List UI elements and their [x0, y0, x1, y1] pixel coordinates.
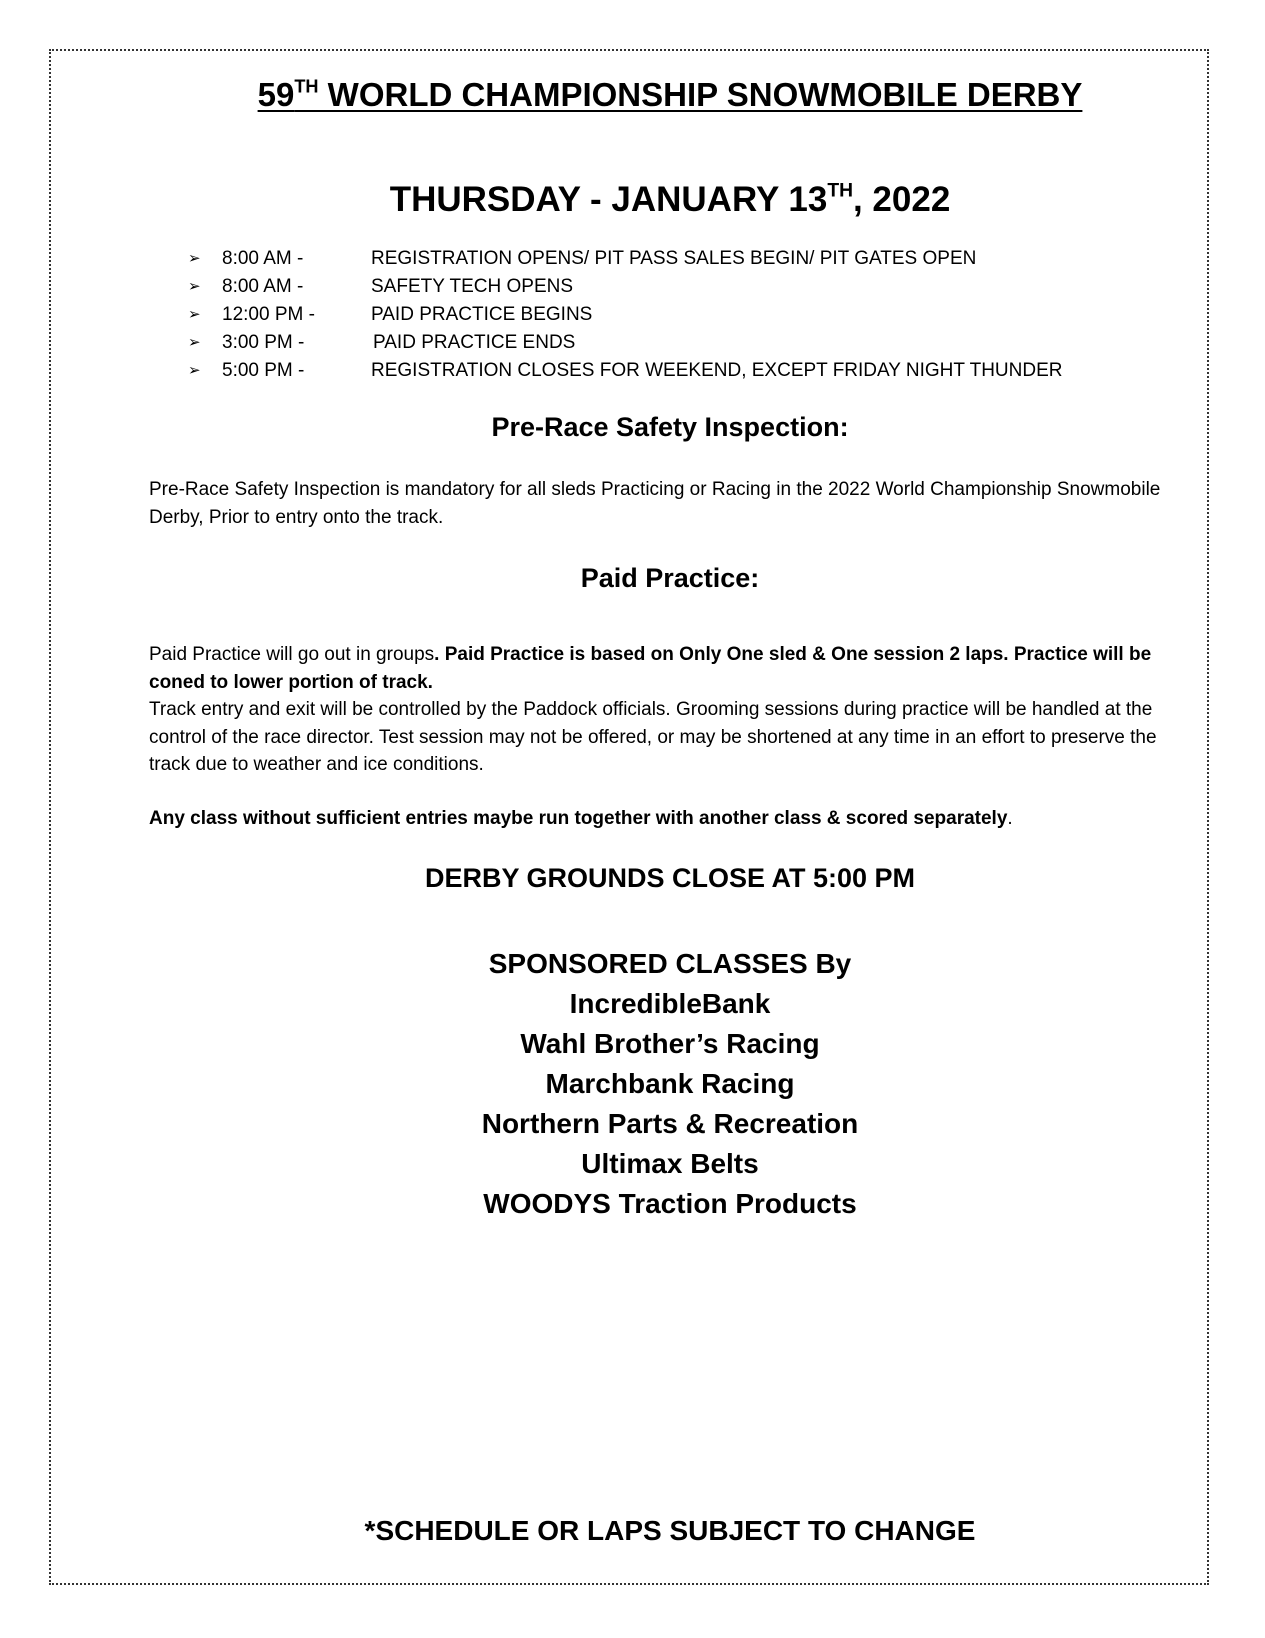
sponsor-name: Northern Parts & Recreation — [481, 1108, 859, 1139]
sponsor-name: IncredibleBank — [569, 988, 771, 1019]
paid-practice-heading: Paid Practice: — [580, 563, 760, 593]
schedule-description: REGISTRATION OPENS/ PIT PASS SALES BEGIN/ PIT GATES OPEN — [371, 248, 977, 269]
schedule-time: 12:00 PM - — [222, 304, 315, 325]
arrow-bullet-icon: ➢ — [188, 306, 201, 323]
schedule-time: 8:00 AM - — [222, 248, 304, 269]
schedule-change-notice: *SCHEDULE OR LAPS SUBJECT TO CHANGE — [364, 1515, 976, 1546]
grounds-close-notice: DERBY GROUNDS CLOSE AT 5:00 PM — [424, 863, 916, 893]
sponsor-name: Wahl Brother’s Racing — [520, 1028, 820, 1059]
schedule-time: 3:00 PM - — [222, 332, 305, 353]
arrow-bullet-icon: ➢ — [188, 362, 201, 379]
schedule-description: PAID PRACTICE BEGINS — [371, 304, 593, 325]
schedule-description: REGISTRATION CLOSES FOR WEEKEND, EXCEPT FRIDAY NIGHT THUNDER — [371, 360, 1063, 381]
sponsor-name: Marchbank Racing — [545, 1068, 795, 1099]
arrow-bullet-icon: ➢ — [188, 334, 201, 351]
sponsor-name: WOODYS Traction Products — [483, 1188, 857, 1219]
class-entries-note: Any class without sufficient entries maybe run together with another class & scored separately. — [149, 808, 1013, 829]
schedule-time: 5:00 PM - — [222, 360, 305, 381]
schedule-description: SAFETY TECH OPENS — [371, 276, 574, 297]
sponsors-block — [0, 944, 1265, 1224]
safety-inspection-text: Pre-Race Safety Inspection is mandatory for all sleds Practicing or Racing in the 2022 World Championship Snowmobile Derby, Prior to entry onto the track. — [149, 479, 1161, 528]
schedule-time: 8:00 AM - — [222, 276, 304, 297]
schedule-description: PAID PRACTICE ENDS — [373, 332, 576, 353]
sponsor-name: Ultimax Belts — [581, 1148, 759, 1179]
event-date-heading: THURSDAY - JANUARY 13TH, 2022 — [389, 180, 951, 219]
document-title: 59TH WORLD CHAMPIONSHIP SNOWMOBILE DERBY — [257, 76, 1083, 113]
safety-inspection-heading: Pre-Race Safety Inspection: — [491, 412, 849, 442]
paid-practice-text: Paid Practice will go out in groups. Paid Practice is based on Only One sled & One session 2 laps. Practice will be coned to lower portion of track. Track entry and exit will be controlled by the Paddock officials. Grooming sessions during practice will be handled at the control of the race director. Test session may not be offered, or may be shortened at any time in an effort to preserve the track due to weather and ice conditions. — [149, 644, 1157, 775]
arrow-bullet-icon: ➢ — [188, 250, 201, 267]
arrow-bullet-icon: ➢ — [188, 278, 201, 295]
sponsors-heading: SPONSORED CLASSES By — [488, 948, 852, 979]
